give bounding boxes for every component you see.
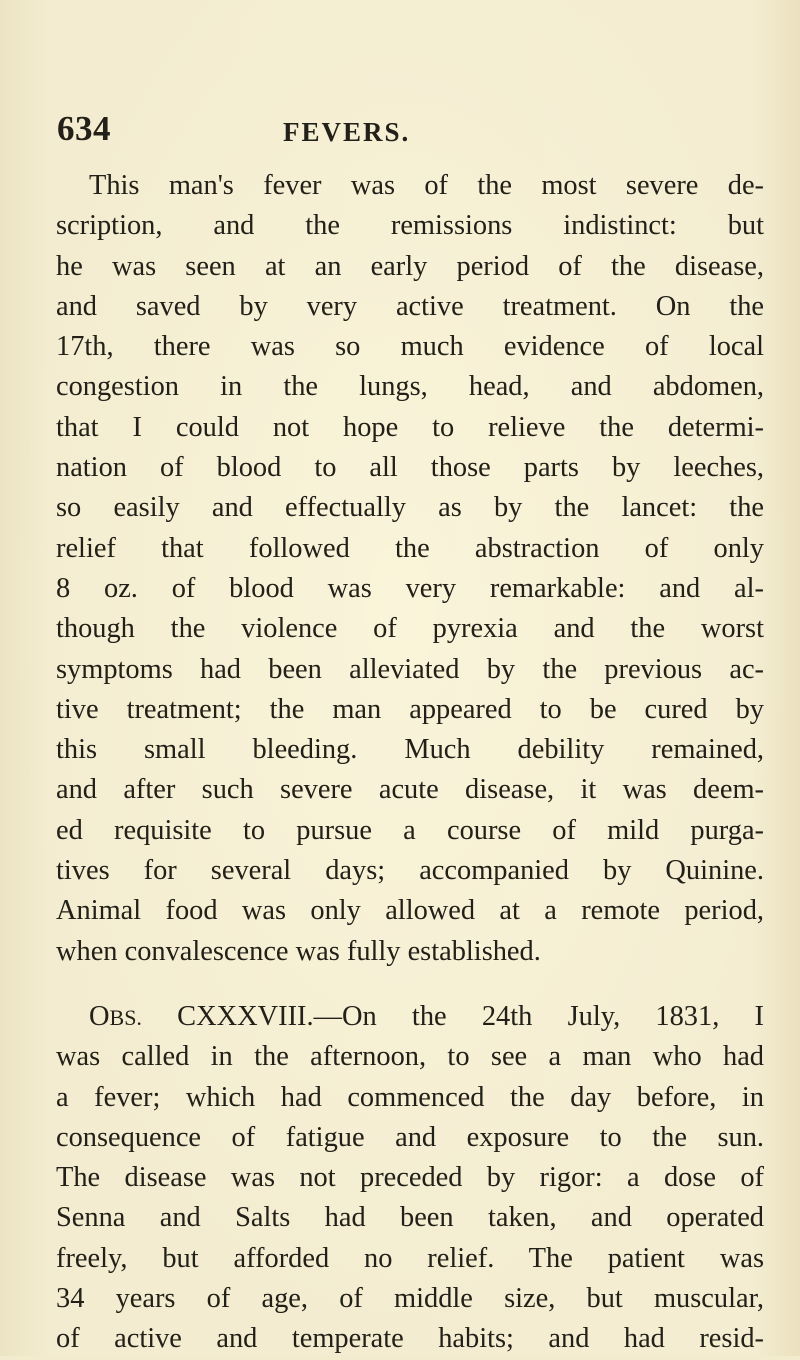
- text-line: and saved by very active treatment. On the: [56, 290, 764, 322]
- text-line: a fever; which had commenced the day before, in: [56, 1081, 764, 1113]
- text-line: tives for several days; accompanied by Quinine.: [56, 855, 764, 887]
- text-line: was called in the afternoon, to see a man who had: [56, 1041, 764, 1073]
- text-line: congestion in the lungs, head, and abdomen,: [56, 371, 764, 403]
- text-line: The disease was not preceded by rigor: a dose of: [56, 1162, 764, 1194]
- text-line: so easily and effectually as by the lancet: the: [56, 492, 764, 524]
- text-line: freely, but afforded no relief. The patient was: [56, 1242, 764, 1274]
- text-line: ed requisite to pursue a course of mild purga-: [56, 814, 764, 846]
- page-header: [57, 104, 757, 154]
- text-line: this small bleeding. Much debility remained,: [56, 734, 764, 766]
- text-line: symptoms had been alleviated by the previous ac-: [56, 653, 764, 685]
- obs-label-smallcaps: BS.: [109, 1004, 142, 1030]
- text-line: 8 oz. of blood was very remarkable: and al-: [56, 572, 764, 604]
- text-line: nation of blood to all those parts by leeches,: [56, 452, 764, 484]
- text-line: that I could not hope to relieve the determi-: [56, 411, 764, 443]
- text-line: tive treatment; the man appeared to be cured by: [56, 693, 764, 725]
- text-line: 17th, there was so much evidence of local: [56, 331, 764, 363]
- text-line: and after such severe acute disease, it was deem-: [56, 774, 764, 806]
- observation-heading-line: [56, 997, 764, 1037]
- text-line: though the violence of pyrexia and the worst: [56, 613, 764, 645]
- text-line: when convalescence was fully established.: [56, 935, 541, 967]
- running-title: FEVERS.: [283, 117, 411, 147]
- paragraph-gap: [56, 972, 764, 997]
- text-line: 34 years of age, of middle size, but muscular,: [56, 1283, 764, 1315]
- text-line: scription, and the remissions indistinct: but: [56, 210, 764, 242]
- obs-line-text: CXXXVIII.—On the 24th July, 1831, I: [141, 1000, 764, 1032]
- paragraph-2: [56, 997, 764, 1360]
- text-line: Senna and Salts had been taken, and operated: [56, 1202, 764, 1234]
- page-number: 634: [57, 109, 111, 148]
- obs-label-initial: O: [89, 1000, 110, 1032]
- paragraph-1: [56, 166, 764, 972]
- text-line: he was seen at an early period of the disease,: [56, 250, 764, 282]
- text-line: Animal food was only allowed at a remote period,: [56, 895, 764, 927]
- text-line: of active and temperate habits; and had resid-: [56, 1323, 764, 1355]
- text-line: consequence of fatigue and exposure to the sun.: [56, 1121, 764, 1153]
- body-text: [56, 166, 764, 1360]
- text-line: This man's fever was of the most severe de-: [89, 170, 764, 201]
- text-line: relief that followed the abstraction of only: [56, 532, 764, 564]
